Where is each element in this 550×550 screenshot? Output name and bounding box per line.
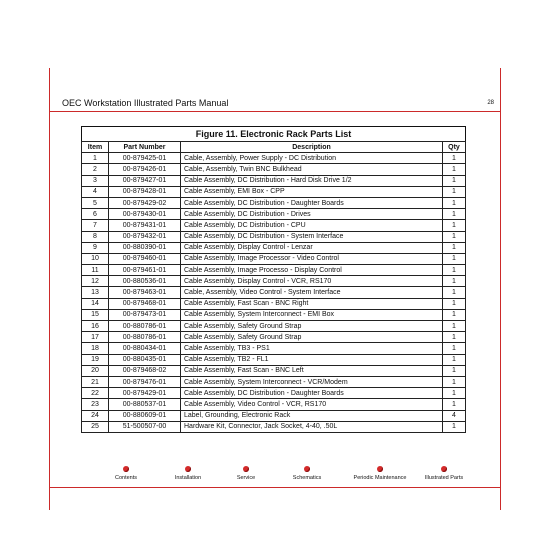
- item-number-cell: 13: [82, 287, 109, 298]
- nav-label: Periodic Maintenance: [353, 475, 407, 481]
- quantity-cell: 1: [443, 287, 466, 298]
- item-number-cell: 12: [82, 276, 109, 287]
- part-number-cell: 00-879431-01: [109, 220, 181, 231]
- column-header-part-number: Part Number: [109, 142, 181, 153]
- part-number-cell: 51-500507-00: [109, 421, 181, 432]
- quantity-cell: 1: [443, 332, 466, 343]
- description-cell: Label, Grounding, Electronic Rack: [181, 410, 443, 421]
- quantity-cell: 1: [443, 186, 466, 197]
- item-number-cell: 4: [82, 186, 109, 197]
- description-cell: Cable Assembly, DC Distribution - Daughter Boards: [181, 388, 443, 399]
- quantity-cell: 1: [443, 421, 466, 432]
- quantity-cell: 1: [443, 309, 466, 320]
- item-number-cell: 24: [82, 410, 109, 421]
- quantity-cell: 1: [443, 388, 466, 399]
- table-row: [82, 209, 466, 220]
- table-row: [82, 321, 466, 332]
- nav-link-schematics[interactable]: [267, 466, 347, 481]
- part-number-cell: 00-879468-02: [109, 365, 181, 376]
- table-row: [82, 309, 466, 320]
- description-cell: Cable Assembly, DC Distribution - System Interface: [181, 231, 443, 242]
- part-number-cell: 00-879427-01: [109, 175, 181, 186]
- table-row: [82, 376, 466, 387]
- header-rule: [49, 111, 501, 112]
- quantity-cell: 1: [443, 197, 466, 208]
- item-number-cell: 5: [82, 197, 109, 208]
- table-row: [82, 220, 466, 231]
- nav-link-illustrated-parts[interactable]: [404, 466, 484, 481]
- description-cell: Cable Assembly, DC Distribution - CPU: [181, 220, 443, 231]
- quantity-cell: 1: [443, 343, 466, 354]
- item-number-cell: 3: [82, 175, 109, 186]
- quantity-cell: 4: [443, 410, 466, 421]
- item-number-cell: 10: [82, 253, 109, 264]
- nav-bullet-icon: [304, 466, 310, 472]
- description-cell: Cable Assembly, Image Processor - Video Control: [181, 253, 443, 264]
- footer-navigation: [96, 466, 464, 486]
- part-number-cell: 00-880537-01: [109, 399, 181, 410]
- parts-list-table: [81, 126, 466, 433]
- left-margin-rule: [49, 68, 50, 510]
- item-number-cell: 17: [82, 332, 109, 343]
- table-row: [82, 399, 466, 410]
- item-number-cell: 1: [82, 153, 109, 164]
- table-row: [82, 197, 466, 208]
- table-row: [82, 164, 466, 175]
- description-cell: Cable Assembly, Safety Ground Strap: [181, 332, 443, 343]
- quantity-cell: 1: [443, 365, 466, 376]
- part-number-cell: 00-879426-01: [109, 164, 181, 175]
- table-row: [82, 186, 466, 197]
- table-row: [82, 343, 466, 354]
- nav-label: Schematics: [292, 475, 322, 481]
- item-number-cell: 18: [82, 343, 109, 354]
- item-number-cell: 21: [82, 376, 109, 387]
- description-cell: Hardware Kit, Connector, Jack Socket, 4-40, .50L: [181, 421, 443, 432]
- quantity-cell: 1: [443, 242, 466, 253]
- item-number-cell: 22: [82, 388, 109, 399]
- table-row: [82, 421, 466, 432]
- quantity-cell: 1: [443, 321, 466, 332]
- quantity-cell: 1: [443, 399, 466, 410]
- quantity-cell: 1: [443, 354, 466, 365]
- part-number-cell: 00-879473-01: [109, 309, 181, 320]
- part-number-cell: 00-879430-01: [109, 209, 181, 220]
- item-number-cell: 9: [82, 242, 109, 253]
- description-cell: Cable Assembly, DC Distribution - Drives: [181, 209, 443, 220]
- quantity-cell: 1: [443, 265, 466, 276]
- quantity-cell: 1: [443, 164, 466, 175]
- part-number-cell: 00-880786-01: [109, 332, 181, 343]
- part-number-cell: 00-880536-01: [109, 276, 181, 287]
- nav-bullet-icon: [243, 466, 249, 472]
- table-row: [82, 388, 466, 399]
- right-margin-rule: [500, 68, 501, 510]
- description-cell: Cable Assembly, System Interconnect - EMI Box: [181, 309, 443, 320]
- description-cell: Cable Assembly, DC Distribution - Daughter Boards: [181, 197, 443, 208]
- table-row: [82, 410, 466, 421]
- description-cell: Cable Assembly, Safety Ground Strap: [181, 321, 443, 332]
- item-number-cell: 6: [82, 209, 109, 220]
- footer-rule: [49, 487, 501, 488]
- description-cell: Cable Assembly, Fast Scan - BNC Right: [181, 298, 443, 309]
- description-cell: Cable, Assembly, Power Supply - DC Distribution: [181, 153, 443, 164]
- column-header-qty: Qty: [443, 142, 466, 153]
- part-number-cell: 00-880390-01: [109, 242, 181, 253]
- table-row: [82, 253, 466, 264]
- table-row: [82, 242, 466, 253]
- quantity-cell: 1: [443, 231, 466, 242]
- nav-label: Contents: [114, 475, 137, 481]
- table-row: [82, 153, 466, 164]
- part-number-cell: 00-879476-01: [109, 376, 181, 387]
- nav-label: Service: [236, 475, 256, 481]
- table-row: [82, 175, 466, 186]
- part-number-cell: 00-879429-02: [109, 197, 181, 208]
- part-number-cell: 00-879425-01: [109, 153, 181, 164]
- description-cell: Cable Assembly, Video Control - VCR, RS170: [181, 399, 443, 410]
- part-number-cell: 00-880609-01: [109, 410, 181, 421]
- table-title: Figure 11. Electronic Rack Parts List: [82, 127, 466, 142]
- quantity-cell: 1: [443, 175, 466, 186]
- table-row: [82, 265, 466, 276]
- description-cell: Cable Assembly, Display Control - VCR, RS170: [181, 276, 443, 287]
- description-cell: Cable Assembly, Image Processo - Display Control: [181, 265, 443, 276]
- item-number-cell: 11: [82, 265, 109, 276]
- description-cell: Cable, Assembly, Twin BNC Bulkhead: [181, 164, 443, 175]
- item-number-cell: 16: [82, 321, 109, 332]
- item-number-cell: 20: [82, 365, 109, 376]
- description-cell: Cable Assembly, Fast Scan - BNC Left: [181, 365, 443, 376]
- description-cell: Cable Assembly, DC Distribution - Hard Disk Drive 1/2: [181, 175, 443, 186]
- item-number-cell: 19: [82, 354, 109, 365]
- nav-bullet-icon: [377, 466, 383, 472]
- quantity-cell: 1: [443, 220, 466, 231]
- nav-bullet-icon: [123, 466, 129, 472]
- table-row: [82, 332, 466, 343]
- description-cell: Cable Assembly, Display Control - Lenzar: [181, 242, 443, 253]
- description-cell: Cable, Assembly, Video Control - System Interface: [181, 287, 443, 298]
- quantity-cell: 1: [443, 376, 466, 387]
- item-number-cell: 7: [82, 220, 109, 231]
- column-header-description: Description: [181, 142, 443, 153]
- column-header-item: Item: [82, 142, 109, 153]
- table-row: [82, 231, 466, 242]
- description-cell: Cable Assembly, System Interconnect - VCR/Modem: [181, 376, 443, 387]
- quantity-cell: 1: [443, 153, 466, 164]
- item-number-cell: 25: [82, 421, 109, 432]
- nav-label: Installation: [174, 475, 202, 481]
- item-number-cell: 8: [82, 231, 109, 242]
- part-number-cell: 00-879428-01: [109, 186, 181, 197]
- table-row: [82, 365, 466, 376]
- table-row: [82, 276, 466, 287]
- part-number-cell: 00-879432-01: [109, 231, 181, 242]
- part-number-cell: 00-880434-01: [109, 343, 181, 354]
- nav-bullet-icon: [441, 466, 447, 472]
- part-number-cell: 00-880786-01: [109, 321, 181, 332]
- quantity-cell: 1: [443, 276, 466, 287]
- table-row: [82, 354, 466, 365]
- item-number-cell: 2: [82, 164, 109, 175]
- page-number: 28: [487, 100, 494, 106]
- table-header-row: [82, 142, 466, 153]
- table-row: [82, 287, 466, 298]
- description-cell: Cable Assembly, TB2 - FL1: [181, 354, 443, 365]
- part-number-cell: 00-879460-01: [109, 253, 181, 264]
- quantity-cell: 1: [443, 209, 466, 220]
- manual-title: OEC Workstation Illustrated Parts Manual: [62, 98, 229, 108]
- item-number-cell: 23: [82, 399, 109, 410]
- part-number-cell: 00-879463-01: [109, 287, 181, 298]
- part-number-cell: 00-880435-01: [109, 354, 181, 365]
- nav-bullet-icon: [185, 466, 191, 472]
- part-number-cell: 00-879461-01: [109, 265, 181, 276]
- quantity-cell: 1: [443, 298, 466, 309]
- part-number-cell: 00-879429-01: [109, 388, 181, 399]
- table-body: [82, 153, 466, 433]
- part-number-cell: 00-879468-01: [109, 298, 181, 309]
- description-cell: Cable Assembly, TB3 - PS1: [181, 343, 443, 354]
- item-number-cell: 14: [82, 298, 109, 309]
- nav-label: Illustrated Parts: [424, 475, 464, 481]
- item-number-cell: 15: [82, 309, 109, 320]
- quantity-cell: 1: [443, 253, 466, 264]
- table-row: [82, 298, 466, 309]
- description-cell: Cable Assembly, EMI Box - CPP: [181, 186, 443, 197]
